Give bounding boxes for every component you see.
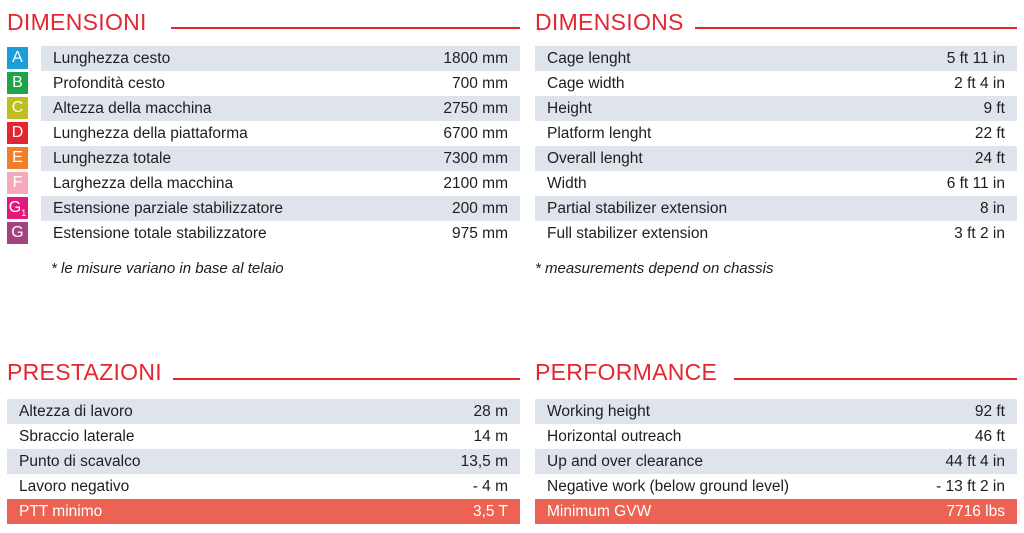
footnote: * measurements depend on chassis	[535, 260, 774, 277]
row-value: 5 ft 11 in	[946, 50, 1005, 67]
badge-c: C	[7, 97, 28, 119]
section-title: DIMENSIONS	[535, 9, 684, 35]
performance-row	[535, 449, 1017, 474]
row-label: Lunghezza della piattaforma	[53, 125, 248, 142]
performance-en-section	[535, 358, 1017, 528]
row-label: Platform lenght	[547, 125, 652, 142]
dimension-row	[12, 71, 520, 96]
badge-f: F	[7, 172, 28, 194]
row-label: Altezza di lavoro	[19, 403, 133, 420]
row-label: Lavoro negativo	[19, 478, 130, 495]
row-value: 22 ft	[974, 125, 1005, 142]
badge-a: A	[7, 47, 28, 69]
row-label: Working height	[547, 403, 651, 420]
performance-row-highlight	[7, 499, 520, 524]
row-label: Lunghezza cesto	[53, 50, 171, 67]
row-value: 6700 mm	[443, 125, 508, 142]
dimension-row	[12, 171, 520, 196]
row-value: 7300 mm	[443, 150, 508, 167]
row-value: 975 mm	[452, 225, 508, 242]
row-value: 2 ft 4 in	[954, 75, 1005, 92]
title-rule	[173, 378, 520, 380]
row-value: 3 ft 2 in	[954, 225, 1005, 242]
dimension-row	[535, 221, 1017, 246]
dimension-row	[535, 171, 1017, 196]
row-label: Height	[547, 100, 592, 117]
dimension-row	[535, 196, 1017, 221]
dimension-row	[535, 146, 1017, 171]
badge-g1: $G_1$	[8, 199, 27, 219]
row-label: Lunghezza totale	[53, 150, 172, 167]
dimensions-it-section	[7, 8, 520, 278]
row-label: Full stabilizer extension	[547, 225, 709, 242]
badge-g: G	[7, 222, 28, 244]
dimension-row	[535, 96, 1017, 121]
dimensions-en-section	[535, 8, 1017, 278]
row-value: 9 ft	[983, 100, 1005, 117]
row-value: 3,5 T	[472, 503, 508, 520]
performance-row	[7, 424, 520, 449]
row-value: 700 mm	[452, 75, 508, 92]
row-label: Sbraccio laterale	[19, 428, 135, 445]
row-value: - 4 m	[472, 478, 508, 495]
dimension-row	[535, 71, 1017, 96]
row-value: 6 ft 11 in	[946, 175, 1005, 192]
row-label: Estensione totale stabilizzatore	[53, 225, 267, 242]
row-value: 14 m	[473, 428, 508, 445]
performance-it-section	[7, 358, 520, 528]
row-value: 200 mm	[452, 200, 508, 217]
performance-row	[535, 399, 1017, 424]
row-label: Profondità cesto	[53, 75, 166, 92]
dimension-row	[11, 96, 520, 121]
row-label: Cage lenght	[547, 50, 631, 67]
row-label: Larghezza della macchina	[53, 175, 234, 192]
title-rule	[171, 27, 520, 29]
performance-row-highlight	[535, 499, 1017, 524]
row-label: Cage width	[547, 75, 625, 92]
row-label: Overall lenght	[547, 150, 643, 167]
badge-d: D	[7, 122, 28, 144]
row-label: Width	[547, 175, 587, 192]
row-value: 44 ft 4 in	[945, 453, 1005, 470]
row-value: 13,5 m	[460, 453, 508, 470]
dimension-row	[12, 46, 520, 71]
section-title: DIMENSIONI	[7, 9, 147, 35]
row-value: 2750 mm	[443, 100, 508, 117]
row-label: Negative work (below ground level)	[547, 478, 790, 495]
row-value: 1800 mm	[443, 50, 508, 67]
badge-e: E	[7, 147, 28, 169]
performance-row	[7, 399, 520, 424]
section-title: PERFORMANCE	[535, 359, 718, 385]
row-value: 7716 lbs	[946, 503, 1005, 520]
row-value: 92 ft	[974, 403, 1005, 420]
row-label: Punto di scavalco	[19, 453, 141, 470]
dimension-row	[8, 196, 520, 221]
row-value: 2100 mm	[443, 175, 508, 192]
row-label: Minimum GVW	[547, 503, 652, 520]
row-value: 8 in	[980, 200, 1005, 217]
dimension-row	[535, 46, 1017, 71]
row-label: Horizontal outreach	[547, 428, 682, 445]
row-label: PTT minimo	[19, 503, 103, 520]
dimension-row	[11, 121, 520, 146]
section-title: PRESTAZIONI	[7, 359, 162, 385]
row-value: 24 ft	[974, 150, 1005, 167]
performance-row	[535, 424, 1017, 449]
row-label: Partial stabilizer extension	[547, 200, 728, 217]
performance-row	[535, 474, 1017, 499]
row-value: 46 ft	[974, 428, 1005, 445]
dimension-row	[535, 121, 1017, 146]
row-value: - 13 ft 2 in	[936, 478, 1005, 495]
performance-row	[7, 474, 520, 499]
badge-b: B	[7, 72, 28, 94]
row-label: Altezza della macchina	[53, 100, 212, 117]
title-rule	[734, 378, 1017, 380]
footnote: * le misure variano in base al telaio	[51, 260, 284, 277]
row-label: Up and over clearance	[547, 453, 703, 470]
title-rule	[695, 27, 1017, 29]
dimension-row	[11, 221, 520, 246]
dimension-row	[12, 146, 520, 171]
row-value: 28 m	[473, 403, 508, 420]
row-label: Estensione parziale stabilizzatore	[53, 200, 284, 217]
performance-row	[7, 449, 520, 474]
